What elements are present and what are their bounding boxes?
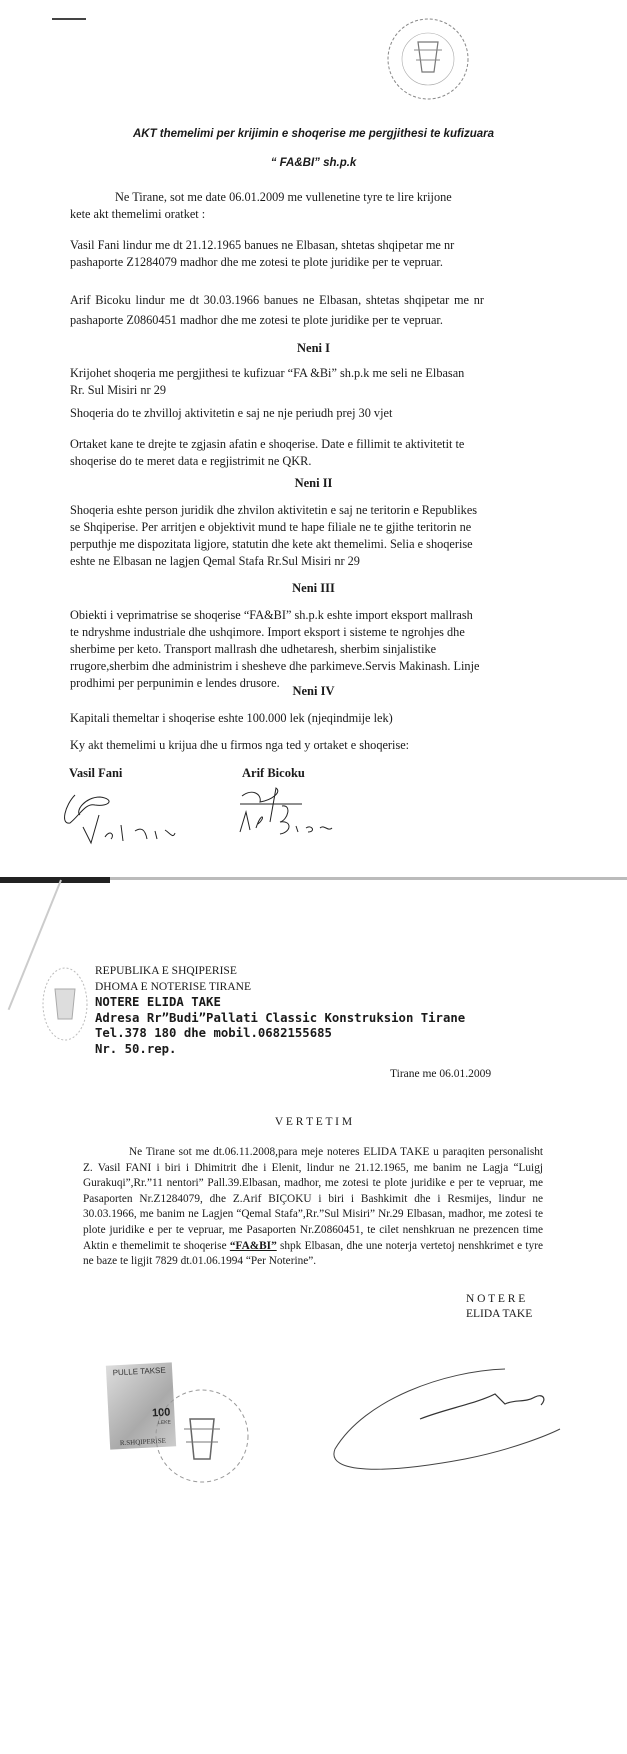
dash-mark <box>52 18 86 20</box>
company-name: “ FA&BI” sh.p.k <box>270 157 357 169</box>
tax-stamp-country: R.SHQIPERISE <box>119 1436 167 1448</box>
header-phone: Tel.378 180 dhe mobil.0682155685 <box>95 1026 332 1040</box>
article-1-heading: Neni I <box>297 341 330 355</box>
document-date: Tirane me 06.01.2009 <box>390 1068 492 1080</box>
notary-signature <box>325 1359 565 1489</box>
header-rep-number: Nr. 50.rep. <box>95 1041 177 1056</box>
tax-stamp-label: PULLE TAKSE <box>112 1365 166 1378</box>
article-1-paragraph-2: Shoqeria do te zhvilloj aktivitetin e saj ne nje periudh prej 30 vjet <box>70 406 393 420</box>
header-chamber: DHOMA E NOTERISE TIRANE <box>95 980 251 993</box>
signature-vasil-fani <box>55 785 195 845</box>
article-3-paragraph: Obiekti i veprimatrise se shoqerise “FA&BI” sh.p.k eshte import eksport mallrash te ndryshme industriale dhe ushqimore. Import eksport i sisteme te ngrohjes dhe sherbime per keto. Transport mallrash dhe udhetaresh, sherbim sinjalistike rrugore,sherbim dhe administrim i shesheve dhe parkimeve.Servis Makinash. Linje prodhimi per perpunimin e lendes drusore. <box>70 608 480 690</box>
signature-arif-bicoku <box>232 782 342 847</box>
page-edge-shadow <box>0 877 110 883</box>
partner-1-paragraph: Vasil Fani lindur me dt 21.12.1965 banues ne Elbasan, shtetas shqipetar me nr pashaporte Z1284079 madhor dhe me zotesi te plote juridike per te vepruar. <box>70 238 455 269</box>
article-2-heading: Neni II <box>294 476 333 490</box>
article-1-paragraph-1: Krijohet shoqeria me pergjithesi te kufizuar “FA &Bi” sh.p.k me seli ne Elbasan Rr. Sul Misiri nr 29 <box>70 366 465 397</box>
notary-seal-icon <box>378 12 478 107</box>
header-address: Adresa Rr”Budi”Pallati Classic Konstruksion Tirane <box>95 1010 466 1025</box>
intro-paragraph <box>70 189 470 223</box>
document-title: AKT themelimi per krijimin e shoqerise me pergjithesi te kufizuara <box>132 128 495 140</box>
certification-heading: V E R T E T I M <box>274 1116 353 1128</box>
article-4-paragraph-1: Kapitali themeltar i shoqerise eshte 100.000 lek (njeqindmije lek) <box>70 711 393 725</box>
header-notary-name: NOTERE ELIDA TAKE <box>95 995 221 1009</box>
company-name-underlined: “FA&BI” <box>229 1239 277 1252</box>
article-4-paragraph-2: Ky akt themelimi u krijua dhe u firmos nga ted y ortaket e shoqerise: <box>70 738 410 752</box>
page-2 <box>0 884 627 1754</box>
certification-text-1: Ne Tirane sot me dt.06.11.2008,para meje noteres ELIDA TAKE u paraqiten personalisht Z. Vasil FANI i biri i Dhimitrit dhe i Elenit, lindur ne 21.12.1965, me banim ne Lagja “Luigj Gurakuqi”,Rr.”11 nentori” Pall.39.Elbasan, madhor, me zotesi te plote juridike e per te vepruar, me Pasaporten Nr.Z1284079, dhe Z.Arif BIÇOKU i biri i Bashkimit dhe i Resmijes, lindur ne 30.03.1966, me banim ne Lagjen “Qemal Stafa”,Rr.”Sul Misiri” Nr.29 Elbasan, madhor, me zotesi te plote juridike e per te vepruar, me Pasaporten Nr.Z0860451, te cilet nenshkruan ne prezencen time Aktin e themelimit te shoqerise <box>83 1146 543 1252</box>
notary-header <box>95 964 465 1057</box>
intro-text: Ne Tirane, sot me date 06.01.2009 me vullenetine tyre te lire krijone kete akt themelimi oratket : <box>70 190 452 221</box>
tax-stamp-value: 100 <box>151 1406 171 1420</box>
certification-text-2: shpk Elbasan, dhe une noterja vertetoj nenshkrimet e tyre ne baze te ligjit 7829 dt.01.06.1994 “Per Noterine”. <box>83 1239 543 1268</box>
signatory-2-name: Arif Bicoku <box>242 766 305 780</box>
article-3-heading: Neni III <box>292 581 335 595</box>
signatory-1-name: Vasil Fani <box>69 766 123 780</box>
notary-round-seal-icon <box>152 1384 252 1494</box>
article-2-paragraph: Shoqeria eshte person juridik dhe zhvilon aktivitetin e saj ne teritorin e Republikes se Shqiperise. Per arritjen e objektivit mund te hape filiale ne te gjithe teritorin ne perputhje me dispozitata ligjore, statutin dhe kete akt themelimi. Selia e shoqerise eshte ne Elbasan ne lagjen Qemal Stafa Rr.Sul Misiri nr 29 <box>70 503 478 568</box>
article-4-heading: Neni IV <box>292 684 335 698</box>
partner-2-paragraph: Arif Bicoku lindur me dt 30.03.1966 banues ne Elbasan, shtetas shqipetar me nr pashaporte Z0860451 madhor dhe me zotesi te plote juridike per te vepruar. <box>70 293 484 327</box>
tax-stamp-unit: LEKE <box>157 1419 172 1427</box>
notary-name: ELIDA TAKE <box>466 1308 533 1320</box>
article-1-paragraph-3: Ortaket kane te drejte te zgjasin afatin e shoqerise. Date e fillimit te aktivitetit te shoqerise do te meret data e regjistrimit ne QKR. <box>70 437 465 468</box>
certification-paragraph <box>83 1145 543 1270</box>
faded-seal-icon <box>40 964 95 1044</box>
header-republic: REPUBLIKA E SHQIPERISE <box>95 965 237 977</box>
notary-title: N O T E R E <box>466 1293 526 1305</box>
